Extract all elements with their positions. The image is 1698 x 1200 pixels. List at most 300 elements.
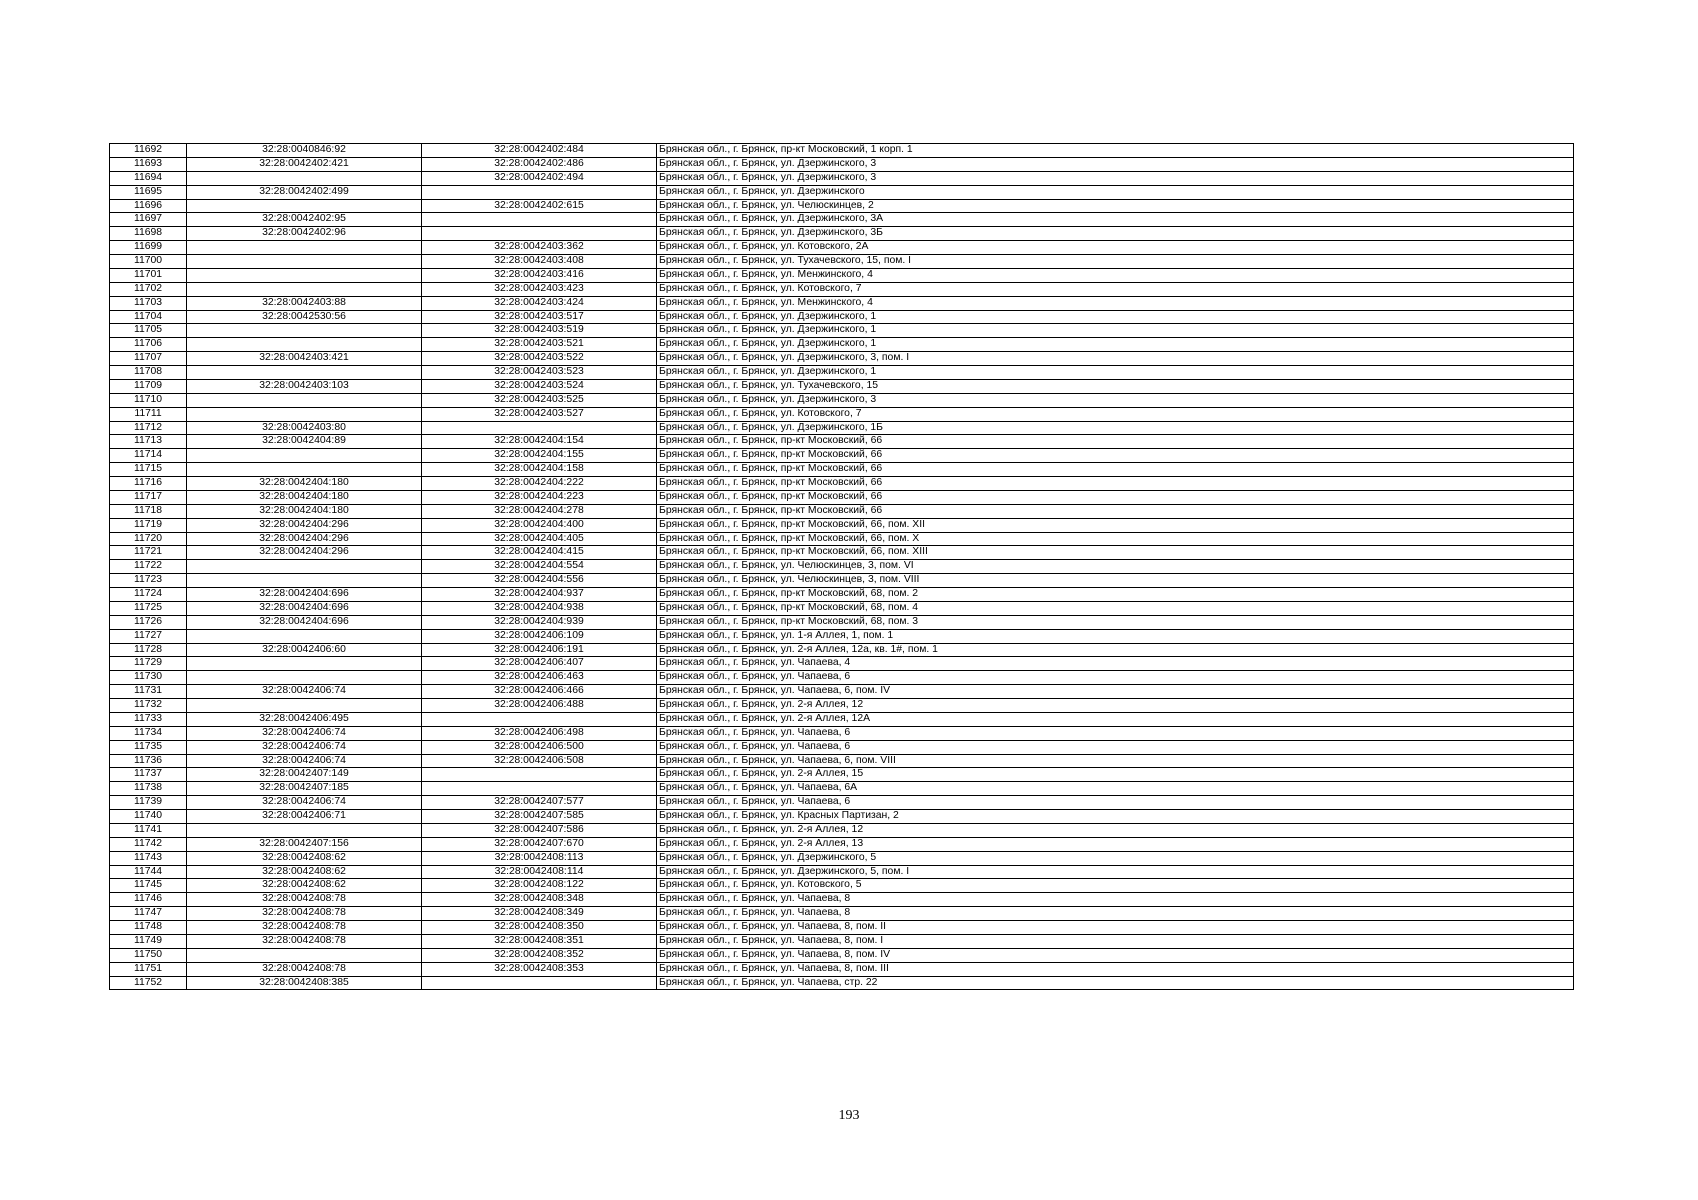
- address-cell: Брянская обл., г. Брянск, ул. Чапаева, 6, пом. IV: [657, 685, 1574, 699]
- land-cadastral-number-cell: [187, 657, 422, 671]
- building-cadastral-number-cell: 32:28:0042403:362: [422, 241, 657, 255]
- land-cadastral-number-cell: 32:28:0042404:89: [187, 435, 422, 449]
- row-number-cell: 11733: [110, 712, 187, 726]
- land-cadastral-number-cell: 32:28:0042404:180: [187, 490, 422, 504]
- row-number-cell: 11714: [110, 449, 187, 463]
- address-cell: Брянская обл., г. Брянск, пр-кт Московский, 66: [657, 435, 1574, 449]
- building-cadastral-number-cell: 32:28:0042407:670: [422, 837, 657, 851]
- building-cadastral-number-cell: 32:28:0042404:154: [422, 435, 657, 449]
- land-cadastral-number-cell: 32:28:0042406:60: [187, 643, 422, 657]
- land-cadastral-number-cell: [187, 171, 422, 185]
- row-number-cell: 11735: [110, 740, 187, 754]
- building-cadastral-number-cell: 32:28:0042404:400: [422, 518, 657, 532]
- table-row: [110, 435, 1574, 449]
- table-row: [110, 976, 1574, 990]
- building-cadastral-number-cell: 32:28:0042403:416: [422, 268, 657, 282]
- building-cadastral-number-cell: 32:28:0042403:523: [422, 366, 657, 380]
- row-number-cell: 11715: [110, 463, 187, 477]
- row-number-cell: 11749: [110, 934, 187, 948]
- address-cell: Брянская обл., г. Брянск, ул. Тухачевского, 15, пом. I: [657, 255, 1574, 269]
- building-cadastral-number-cell: 32:28:0042404:278: [422, 504, 657, 518]
- table-row: [110, 726, 1574, 740]
- land-cadastral-number-cell: 32:28:0042408:62: [187, 865, 422, 879]
- building-cadastral-number-cell: 32:28:0042403:517: [422, 310, 657, 324]
- table-row: [110, 366, 1574, 380]
- table-row: [110, 754, 1574, 768]
- building-cadastral-number-cell: 32:28:0042408:113: [422, 851, 657, 865]
- address-cell: Брянская обл., г. Брянск, пр-кт Московский, 66: [657, 477, 1574, 491]
- building-cadastral-number-cell: 32:28:0042403:522: [422, 352, 657, 366]
- row-number-cell: 11745: [110, 879, 187, 893]
- building-cadastral-number-cell: 32:28:0042402:484: [422, 144, 657, 158]
- table-row: [110, 144, 1574, 158]
- address-cell: Брянская обл., г. Брянск, ул. 1-я Аллея, 1, пом. 1: [657, 629, 1574, 643]
- row-number-cell: 11717: [110, 490, 187, 504]
- row-number-cell: 11742: [110, 837, 187, 851]
- table-row: [110, 921, 1574, 935]
- land-cadastral-number-cell: 32:28:0042403:88: [187, 296, 422, 310]
- land-cadastral-number-cell: 32:28:0042408:62: [187, 851, 422, 865]
- row-number-cell: 11694: [110, 171, 187, 185]
- land-cadastral-number-cell: [187, 268, 422, 282]
- row-number-cell: 11743: [110, 851, 187, 865]
- address-cell: Брянская обл., г. Брянск, ул. 2-я Аллея, 12: [657, 823, 1574, 837]
- table-row: [110, 643, 1574, 657]
- row-number-cell: 11698: [110, 227, 187, 241]
- building-cadastral-number-cell: 32:28:0042403:527: [422, 407, 657, 421]
- building-cadastral-number-cell: 32:28:0042404:155: [422, 449, 657, 463]
- building-cadastral-number-cell: 32:28:0042404:415: [422, 546, 657, 560]
- row-number-cell: 11713: [110, 435, 187, 449]
- table-row: [110, 393, 1574, 407]
- land-cadastral-number-cell: 32:28:0042404:696: [187, 588, 422, 602]
- address-cell: Брянская обл., г. Брянск, ул. Дзержинского, 1Б: [657, 421, 1574, 435]
- row-number-cell: 11732: [110, 699, 187, 713]
- building-cadastral-number-cell: 32:28:0042403:521: [422, 338, 657, 352]
- table-row: [110, 546, 1574, 560]
- address-cell: Брянская обл., г. Брянск, ул. Дзержинского, 5: [657, 851, 1574, 865]
- table-row: [110, 338, 1574, 352]
- row-number-cell: 11721: [110, 546, 187, 560]
- row-number-cell: 11700: [110, 255, 187, 269]
- building-cadastral-number-cell: 32:28:0042407:586: [422, 823, 657, 837]
- land-cadastral-number-cell: 32:28:0042404:696: [187, 601, 422, 615]
- row-number-cell: 11701: [110, 268, 187, 282]
- land-cadastral-number-cell: 32:28:0042407:185: [187, 782, 422, 796]
- row-number-cell: 11723: [110, 574, 187, 588]
- address-cell: Брянская обл., г. Брянск, ул. Чапаева, 8, пом. I: [657, 934, 1574, 948]
- table-row: [110, 615, 1574, 629]
- table-row: [110, 463, 1574, 477]
- land-cadastral-number-cell: 32:28:0040846:92: [187, 144, 422, 158]
- building-cadastral-number-cell: 32:28:0042404:222: [422, 477, 657, 491]
- land-cadastral-number-cell: [187, 324, 422, 338]
- table-row: [110, 893, 1574, 907]
- land-cadastral-number-cell: 32:28:0042402:95: [187, 213, 422, 227]
- address-cell: Брянская обл., г. Брянск, ул. Дзержинского, 3: [657, 171, 1574, 185]
- table-row: [110, 310, 1574, 324]
- table-row: [110, 379, 1574, 393]
- building-cadastral-number-cell: 32:28:0042403:423: [422, 282, 657, 296]
- row-number-cell: 11693: [110, 157, 187, 171]
- address-cell: Брянская обл., г. Брянск, ул. Дзержинского: [657, 185, 1574, 199]
- land-cadastral-number-cell: 32:28:0042403:80: [187, 421, 422, 435]
- table-row: [110, 213, 1574, 227]
- building-cadastral-number-cell: 32:28:0042408:348: [422, 893, 657, 907]
- building-cadastral-number-cell: 32:28:0042406:109: [422, 629, 657, 643]
- building-cadastral-number-cell: 32:28:0042406:488: [422, 699, 657, 713]
- building-cadastral-number-cell: 32:28:0042403:519: [422, 324, 657, 338]
- land-cadastral-number-cell: [187, 407, 422, 421]
- address-cell: Брянская обл., г. Брянск, ул. Менжинского, 4: [657, 268, 1574, 282]
- table-row: [110, 199, 1574, 213]
- row-number-cell: 11736: [110, 754, 187, 768]
- table-row: [110, 865, 1574, 879]
- address-cell: Брянская обл., г. Брянск, ул. Чапаева, 8: [657, 893, 1574, 907]
- land-cadastral-number-cell: 32:28:0042406:71: [187, 810, 422, 824]
- row-number-cell: 11739: [110, 796, 187, 810]
- address-cell: Брянская обл., г. Брянск, ул. Чапаева, 6: [657, 796, 1574, 810]
- land-cadastral-number-cell: [187, 463, 422, 477]
- building-cadastral-number-cell: [422, 712, 657, 726]
- building-cadastral-number-cell: 32:28:0042408:114: [422, 865, 657, 879]
- land-cadastral-number-cell: 32:28:0042402:96: [187, 227, 422, 241]
- address-cell: Брянская обл., г. Брянск, ул. Дзержинского, 1: [657, 310, 1574, 324]
- address-cell: Брянская обл., г. Брянск, ул. Котовского, 7: [657, 407, 1574, 421]
- row-number-cell: 11711: [110, 407, 187, 421]
- address-cell: Брянская обл., г. Брянск, ул. 2-я Аллея, 12: [657, 699, 1574, 713]
- table-row: [110, 934, 1574, 948]
- table-row: [110, 407, 1574, 421]
- land-cadastral-number-cell: [187, 199, 422, 213]
- address-cell: Брянская обл., г. Брянск, пр-кт Московский, 66, пом. XII: [657, 518, 1574, 532]
- address-cell: Брянская обл., г. Брянск, ул. 2-я Аллея, 12А: [657, 712, 1574, 726]
- land-cadastral-number-cell: [187, 823, 422, 837]
- building-cadastral-number-cell: 32:28:0042404:554: [422, 560, 657, 574]
- building-cadastral-number-cell: 32:28:0042404:158: [422, 463, 657, 477]
- row-number-cell: 11731: [110, 685, 187, 699]
- land-cadastral-number-cell: 32:28:0042406:74: [187, 796, 422, 810]
- building-cadastral-number-cell: 32:28:0042403:525: [422, 393, 657, 407]
- row-number-cell: 11709: [110, 379, 187, 393]
- row-number-cell: 11744: [110, 865, 187, 879]
- page-number: 193: [838, 1108, 860, 1123]
- row-number-cell: 11726: [110, 615, 187, 629]
- building-cadastral-number-cell: 32:28:0042408:349: [422, 907, 657, 921]
- building-cadastral-number-cell: 32:28:0042406:500: [422, 740, 657, 754]
- land-cadastral-number-cell: [187, 574, 422, 588]
- table-row: [110, 588, 1574, 602]
- row-number-cell: 11725: [110, 601, 187, 615]
- building-cadastral-number-cell: 32:28:0042407:577: [422, 796, 657, 810]
- table-row: [110, 810, 1574, 824]
- table-row: [110, 601, 1574, 615]
- building-cadastral-number-cell: 32:28:0042403:524: [422, 379, 657, 393]
- row-number-cell: 11716: [110, 477, 187, 491]
- table-row: [110, 823, 1574, 837]
- table-row: [110, 518, 1574, 532]
- building-cadastral-number-cell: 32:28:0042404:405: [422, 532, 657, 546]
- building-cadastral-number-cell: 32:28:0042404:939: [422, 615, 657, 629]
- table-row: [110, 671, 1574, 685]
- building-cadastral-number-cell: 32:28:0042406:498: [422, 726, 657, 740]
- address-cell: Брянская обл., г. Брянск, ул. Челюскинцев, 3, пом. VIII: [657, 574, 1574, 588]
- land-cadastral-number-cell: [187, 241, 422, 255]
- building-cadastral-number-cell: [422, 227, 657, 241]
- land-cadastral-number-cell: 32:28:0042408:78: [187, 921, 422, 935]
- table-row: [110, 352, 1574, 366]
- table-row: [110, 740, 1574, 754]
- building-cadastral-number-cell: 32:28:0042408:350: [422, 921, 657, 935]
- land-cadastral-number-cell: 32:28:0042407:149: [187, 768, 422, 782]
- row-number-cell: 11746: [110, 893, 187, 907]
- address-cell: Брянская обл., г. Брянск, пр-кт Московский, 66, пом. XIII: [657, 546, 1574, 560]
- address-cell: Брянская обл., г. Брянск, ул. Чапаева, 6: [657, 671, 1574, 685]
- cadastral-table: [109, 143, 1574, 990]
- table-row: [110, 296, 1574, 310]
- building-cadastral-number-cell: 32:28:0042406:508: [422, 754, 657, 768]
- building-cadastral-number-cell: 32:28:0042402:615: [422, 199, 657, 213]
- row-number-cell: 11729: [110, 657, 187, 671]
- table-row: [110, 768, 1574, 782]
- building-cadastral-number-cell: 32:28:0042402:486: [422, 157, 657, 171]
- building-cadastral-number-cell: 32:28:0042403:408: [422, 255, 657, 269]
- row-number-cell: 11728: [110, 643, 187, 657]
- address-cell: Брянская обл., г. Брянск, ул. Дзержинского, 3, пом. I: [657, 352, 1574, 366]
- land-cadastral-number-cell: [187, 449, 422, 463]
- address-cell: Брянская обл., г. Брянск, ул. Менжинского, 4: [657, 296, 1574, 310]
- row-number-cell: 11747: [110, 907, 187, 921]
- table-row: [110, 699, 1574, 713]
- land-cadastral-number-cell: 32:28:0042530:56: [187, 310, 422, 324]
- table-row: [110, 504, 1574, 518]
- table-row: [110, 449, 1574, 463]
- land-cadastral-number-cell: 32:28:0042403:103: [187, 379, 422, 393]
- land-cadastral-number-cell: 32:28:0042404:296: [187, 518, 422, 532]
- row-number-cell: 11750: [110, 948, 187, 962]
- land-cadastral-number-cell: 32:28:0042404:180: [187, 504, 422, 518]
- building-cadastral-number-cell: 32:28:0042404:937: [422, 588, 657, 602]
- land-cadastral-number-cell: 32:28:0042404:180: [187, 477, 422, 491]
- land-cadastral-number-cell: [187, 560, 422, 574]
- address-cell: Брянская обл., г. Брянск, пр-кт Московский, 66, пом. X: [657, 532, 1574, 546]
- address-cell: Брянская обл., г. Брянск, ул. Дзержинского, 3Б: [657, 227, 1574, 241]
- table-row: [110, 657, 1574, 671]
- building-cadastral-number-cell: 32:28:0042406:463: [422, 671, 657, 685]
- address-cell: Брянская обл., г. Брянск, ул. Чапаева, 8, пом. III: [657, 962, 1574, 976]
- land-cadastral-number-cell: 32:28:0042408:385: [187, 976, 422, 990]
- address-cell: Брянская обл., г. Брянск, ул. Дзержинского, 3: [657, 157, 1574, 171]
- table-row: [110, 948, 1574, 962]
- building-cadastral-number-cell: 32:28:0042406:466: [422, 685, 657, 699]
- land-cadastral-number-cell: 32:28:0042408:78: [187, 962, 422, 976]
- address-cell: Брянская обл., г. Брянск, пр-кт Московский, 68, пом. 4: [657, 601, 1574, 615]
- land-cadastral-number-cell: 32:28:0042406:74: [187, 685, 422, 699]
- address-cell: Брянская обл., г. Брянск, пр-кт Московский, 66: [657, 463, 1574, 477]
- row-number-cell: 11692: [110, 144, 187, 158]
- building-cadastral-number-cell: 32:28:0042403:424: [422, 296, 657, 310]
- table-row: [110, 157, 1574, 171]
- row-number-cell: 11734: [110, 726, 187, 740]
- building-cadastral-number-cell: [422, 421, 657, 435]
- row-number-cell: 11697: [110, 213, 187, 227]
- building-cadastral-number-cell: 32:28:0042406:191: [422, 643, 657, 657]
- row-number-cell: 11708: [110, 366, 187, 380]
- row-number-cell: 11740: [110, 810, 187, 824]
- building-cadastral-number-cell: [422, 213, 657, 227]
- table-row: [110, 782, 1574, 796]
- address-cell: Брянская обл., г. Брянск, ул. Дзержинского, 1: [657, 366, 1574, 380]
- land-cadastral-number-cell: 32:28:0042408:78: [187, 907, 422, 921]
- row-number-cell: 11695: [110, 185, 187, 199]
- land-cadastral-number-cell: [187, 338, 422, 352]
- row-number-cell: 11722: [110, 560, 187, 574]
- building-cadastral-number-cell: [422, 768, 657, 782]
- row-number-cell: 11748: [110, 921, 187, 935]
- address-cell: Брянская обл., г. Брянск, ул. 2-я Аллея, 13: [657, 837, 1574, 851]
- building-cadastral-number-cell: 32:28:0042404:223: [422, 490, 657, 504]
- address-cell: Брянская обл., г. Брянск, пр-кт Московский, 68, пом. 2: [657, 588, 1574, 602]
- table-row: [110, 282, 1574, 296]
- table-row: [110, 962, 1574, 976]
- row-number-cell: 11738: [110, 782, 187, 796]
- table-row: [110, 532, 1574, 546]
- address-cell: Брянская обл., г. Брянск, ул. Чапаева, 6: [657, 726, 1574, 740]
- table-row: [110, 490, 1574, 504]
- row-number-cell: 11702: [110, 282, 187, 296]
- land-cadastral-number-cell: [187, 282, 422, 296]
- land-cadastral-number-cell: 32:28:0042406:495: [187, 712, 422, 726]
- address-cell: Брянская обл., г. Брянск, ул. Чапаева, 4: [657, 657, 1574, 671]
- address-cell: Брянская обл., г. Брянск, ул. Красных Партизан, 2: [657, 810, 1574, 824]
- land-cadastral-number-cell: 32:28:0042404:296: [187, 532, 422, 546]
- address-cell: Брянская обл., г. Брянск, ул. Чапаева, 6, пом. VIII: [657, 754, 1574, 768]
- row-number-cell: 11720: [110, 532, 187, 546]
- table-row: [110, 227, 1574, 241]
- table-row: [110, 171, 1574, 185]
- land-cadastral-number-cell: 32:28:0042408:62: [187, 879, 422, 893]
- building-cadastral-number-cell: 32:28:0042408:122: [422, 879, 657, 893]
- land-cadastral-number-cell: [187, 699, 422, 713]
- table-row: [110, 629, 1574, 643]
- land-cadastral-number-cell: 32:28:0042406:74: [187, 754, 422, 768]
- row-number-cell: 11696: [110, 199, 187, 213]
- building-cadastral-number-cell: 32:28:0042408:351: [422, 934, 657, 948]
- address-cell: Брянская обл., г. Брянск, ул. 2-я Аллея, 12а, кв. 1#, пом. 1: [657, 643, 1574, 657]
- land-cadastral-number-cell: [187, 393, 422, 407]
- table-row: [110, 837, 1574, 851]
- row-number-cell: 11751: [110, 962, 187, 976]
- table-row: [110, 560, 1574, 574]
- row-number-cell: 11741: [110, 823, 187, 837]
- table-row: [110, 879, 1574, 893]
- building-cadastral-number-cell: 32:28:0042402:494: [422, 171, 657, 185]
- address-cell: Брянская обл., г. Брянск, ул. Челюскинцев, 2: [657, 199, 1574, 213]
- table-row: [110, 796, 1574, 810]
- land-cadastral-number-cell: [187, 255, 422, 269]
- address-cell: Брянская обл., г. Брянск, пр-кт Московский, 66: [657, 490, 1574, 504]
- building-cadastral-number-cell: 32:28:0042407:585: [422, 810, 657, 824]
- table-row: [110, 241, 1574, 255]
- row-number-cell: 11706: [110, 338, 187, 352]
- row-number-cell: 11737: [110, 768, 187, 782]
- address-cell: Брянская обл., г. Брянск, ул. Челюскинцев, 3, пом. VI: [657, 560, 1574, 574]
- row-number-cell: 11712: [110, 421, 187, 435]
- address-cell: Брянская обл., г. Брянск, пр-кт Московский, 66: [657, 449, 1574, 463]
- address-cell: Брянская обл., г. Брянск, ул. Чапаева, 8: [657, 907, 1574, 921]
- building-cadastral-number-cell: 32:28:0042406:407: [422, 657, 657, 671]
- row-number-cell: 11718: [110, 504, 187, 518]
- land-cadastral-number-cell: 32:28:0042408:78: [187, 934, 422, 948]
- building-cadastral-number-cell: [422, 782, 657, 796]
- address-cell: Брянская обл., г. Брянск, ул. 2-я Аллея, 15: [657, 768, 1574, 782]
- land-cadastral-number-cell: [187, 366, 422, 380]
- row-number-cell: 11710: [110, 393, 187, 407]
- row-number-cell: 11752: [110, 976, 187, 990]
- row-number-cell: 11705: [110, 324, 187, 338]
- building-cadastral-number-cell: 32:28:0042408:352: [422, 948, 657, 962]
- address-cell: Брянская обл., г. Брянск, ул. Дзержинского, 3: [657, 393, 1574, 407]
- table-row: [110, 685, 1574, 699]
- land-cadastral-number-cell: [187, 948, 422, 962]
- land-cadastral-number-cell: 32:28:0042404:296: [187, 546, 422, 560]
- address-cell: Брянская обл., г. Брянск, ул. Чапаева, 8, пом. IV: [657, 948, 1574, 962]
- land-cadastral-number-cell: 32:28:0042403:421: [187, 352, 422, 366]
- land-cadastral-number-cell: 32:28:0042402:421: [187, 157, 422, 171]
- table-row: [110, 268, 1574, 282]
- table-row: [110, 255, 1574, 269]
- address-cell: Брянская обл., г. Брянск, ул. Дзержинского, 1: [657, 324, 1574, 338]
- address-cell: Брянская обл., г. Брянск, ул. Чапаева, 6: [657, 740, 1574, 754]
- table-body: [110, 144, 1574, 990]
- address-cell: Брянская обл., г. Брянск, ул. Котовского, 2А: [657, 241, 1574, 255]
- address-cell: Брянская обл., г. Брянск, ул. Чапаева, стр. 22: [657, 976, 1574, 990]
- building-cadastral-number-cell: 32:28:0042408:353: [422, 962, 657, 976]
- building-cadastral-number-cell: [422, 185, 657, 199]
- land-cadastral-number-cell: 32:28:0042402:499: [187, 185, 422, 199]
- address-cell: Брянская обл., г. Брянск, ул. Чапаева, 8, пом. II: [657, 921, 1574, 935]
- address-cell: Брянская обл., г. Брянск, ул. Дзержинского, 3А: [657, 213, 1574, 227]
- address-cell: Брянская обл., г. Брянск, пр-кт Московский, 68, пом. 3: [657, 615, 1574, 629]
- table-row: [110, 712, 1574, 726]
- row-number-cell: 11703: [110, 296, 187, 310]
- address-cell: Брянская обл., г. Брянск, пр-кт Московский, 1 корп. 1: [657, 144, 1574, 158]
- table-row: [110, 574, 1574, 588]
- address-cell: Брянская обл., г. Брянск, ул. Чапаева, 6А: [657, 782, 1574, 796]
- address-cell: Брянская обл., г. Брянск, ул. Дзержинского, 1: [657, 338, 1574, 352]
- table-row: [110, 851, 1574, 865]
- row-number-cell: 11719: [110, 518, 187, 532]
- row-number-cell: 11727: [110, 629, 187, 643]
- land-cadastral-number-cell: 32:28:0042404:696: [187, 615, 422, 629]
- address-cell: Брянская обл., г. Брянск, ул. Дзержинского, 5, пом. I: [657, 865, 1574, 879]
- building-cadastral-number-cell: 32:28:0042404:556: [422, 574, 657, 588]
- address-cell: Брянская обл., г. Брянск, ул. Котовского, 7: [657, 282, 1574, 296]
- table-row: [110, 907, 1574, 921]
- table-row: [110, 477, 1574, 491]
- land-cadastral-number-cell: [187, 629, 422, 643]
- table-row: [110, 421, 1574, 435]
- row-number-cell: 11699: [110, 241, 187, 255]
- row-number-cell: 11707: [110, 352, 187, 366]
- land-cadastral-number-cell: 32:28:0042406:74: [187, 740, 422, 754]
- row-number-cell: 11730: [110, 671, 187, 685]
- table-row: [110, 185, 1574, 199]
- table-row: [110, 324, 1574, 338]
- row-number-cell: 11724: [110, 588, 187, 602]
- land-cadastral-number-cell: [187, 671, 422, 685]
- address-cell: Брянская обл., г. Брянск, пр-кт Московский, 66: [657, 504, 1574, 518]
